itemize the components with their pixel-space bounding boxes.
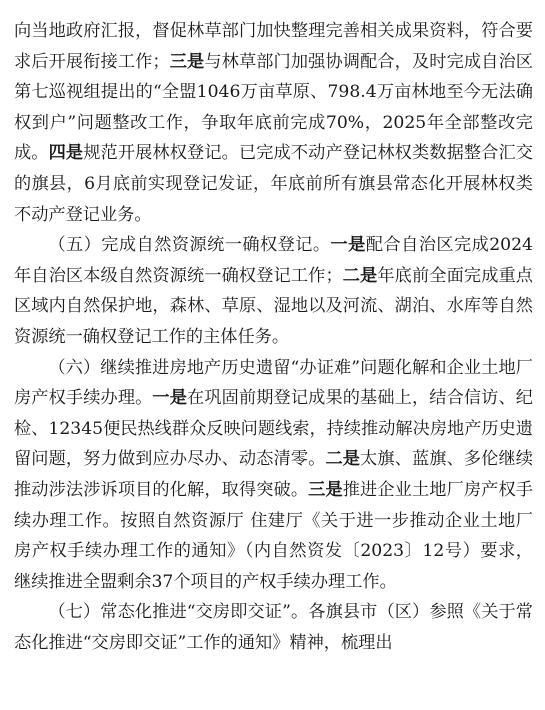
paragraph-section-seven	[14, 597, 533, 658]
bold-marker-third: 三是	[169, 51, 205, 72]
section-heading: （五）完成自然资源统一确权登记。	[48, 235, 331, 256]
paragraph-text: 向当地政府汇报，督促林草部门加快整理完善相关成果资料，符合要求后开展衔接工作；	[14, 21, 533, 72]
paragraph-text: 在巩固前期登记成果的基础上，结合信访、纪检、12345便民热线群众反映问题线索，持续推动解决房地产历史遗留问题，努力做到应办尽办、动态清零。	[14, 388, 533, 470]
bold-marker-second: 二是	[325, 449, 361, 470]
paragraph-text: 太旗、蓝旗、多伦继续推动涉法涉诉项目的化解，取得突破。	[14, 449, 533, 500]
paragraph-text: 规范开展林权登记。已完成不动产登记林权类数据整合汇交的旗县，6月底前实现登记发证，年底前所有旗县常态化开展林权类不动产登记业务。	[14, 143, 533, 225]
section-heading: （七）常态化推进“交房即交证”。各旗县市（区）参照《关于常态化推进“交房即交证”工作的通知》精神，梳理出	[14, 602, 533, 653]
section-heading: （六）继续推进房地产历史遗留“办证难”问题化解和企业土地厂房产权手续办理。	[14, 357, 533, 409]
bold-marker-first: 一是	[330, 235, 366, 256]
paragraph-text: 年底前全面完成重点区域内自然保护地，森林、草原、湿地以及河流、湖泊、水库等自然资源统一确权登记工作的主体任务。	[14, 265, 533, 347]
paragraph-text: 推进企业土地厂房产权手续办理工作。按照自然资源厅 住建厅《关于进一步推动企业土地厂房产权手续办理工作的通知》（内自然资发〔2023〕12号）要求，继续推进全盟剩余37个项目的产权手续办理工作。	[14, 479, 533, 592]
paragraph-text: 配合自治区完成2024年自治区本级自然资源统一确权登记工作；	[14, 235, 533, 286]
bold-marker-first: 一是	[152, 388, 188, 409]
bold-marker-third: 三是	[308, 479, 343, 500]
bold-marker-fourth: 四是	[48, 143, 84, 164]
paragraph-text: 与林草部门加强协调配合，及时完成自治区第七巡视组提出的“全盟1046万亩草原、798.4万亩林地至今无法确权到户”问题整改工作，争取年底前完成70%，2025年全部整改完成。	[14, 51, 533, 164]
paragraph-forest-rights	[14, 16, 533, 230]
paragraph-section-five	[14, 230, 533, 352]
bold-marker-second: 二是	[342, 265, 378, 286]
paragraph-section-six	[14, 353, 533, 598]
